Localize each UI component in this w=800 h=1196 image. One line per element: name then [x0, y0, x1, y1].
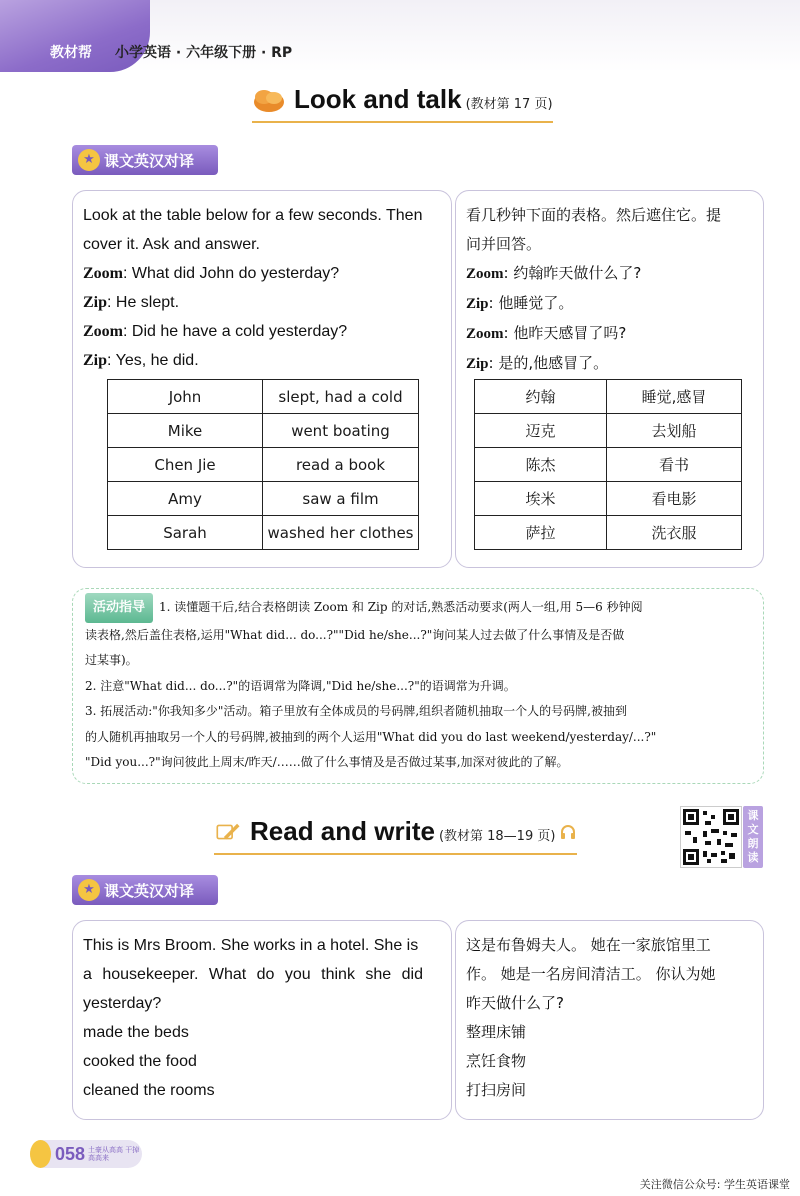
page-number-badge: [30, 1140, 142, 1168]
en-line: a housekeeper. What do you think she did: [83, 966, 423, 983]
activity-guide: 活动指导 1. 读懂题干后,结合表格朗读 Zoom 和 Zip 的对话,熟悉活动要求(两人一组,用 5—6 秒钟阅 读表格,然后盖住表格,运用"What did... do...?""Did he/she...?"询问某人过去做了什么事情及是否做 过某事)。 2. 注意"What did... do...?"的语调常为降调,"Did he/she...?"的语调常为升调。 3. 拓展活动:"你我知多少"活动。箱子里放有全体成员的号码牌,组织者随机抽取一个人的号码牌,被抽到 的人随机再抽取另一个人的号码牌,被抽到的两个人运用"What did you do last weekend/yesterday/...?" "Did you...?"询问彼此上周末/昨天/……做了什么事情及是否做过某事,加深对彼此的了解。: [72, 588, 764, 784]
zh-line: 看几秒钟下面的表格。然后遮住它。提: [466, 206, 722, 224]
star-icon: [30, 1140, 51, 1168]
star-icon: ★: [78, 879, 100, 901]
dialog-line: Zoom: Did he have a cold yesterday?: [83, 323, 348, 340]
guide-line: 读表格,然后盖住表格,运用"What did... do...?""Did he/she...?"询问某人过去做了什么事情及是否做: [85, 627, 625, 642]
zh-line: 这是布鲁姆夫人。 她在一家旅馆里工: [466, 936, 711, 954]
table-row: Sarah washed her clothes: [108, 516, 419, 550]
chinese-panel: [455, 190, 764, 568]
pencil-note-icon: [214, 818, 242, 846]
book-title: 小学英语 · 六年级下册 · RP: [115, 45, 293, 61]
dialog-line: Zoom: 他昨天感冒了吗?: [466, 324, 627, 342]
table-row: 陈杰 看书: [475, 448, 742, 482]
english-panel: [72, 190, 452, 568]
section-title-look-and-talk: [252, 84, 553, 123]
section-ref: (教材第 18—19 页): [438, 829, 556, 844]
activity-table-zh: [474, 379, 742, 550]
dialog-line: Zip: 他睡觉了。: [466, 294, 574, 312]
guide-tag: 活动指导: [85, 593, 153, 623]
zh-line: 打扫房间: [466, 1081, 527, 1099]
star-icon: ★: [78, 149, 100, 171]
en-line: yesterday?: [83, 995, 162, 1012]
section-ref: (教材第 17 页): [465, 97, 553, 112]
table-row: Amy saw a film: [108, 482, 419, 516]
guide-line: 过某事)。: [85, 653, 138, 667]
qr-side-label: 课文朗读: [743, 806, 763, 868]
en-line: made the beds: [83, 1024, 189, 1041]
zh-line: 整理床铺: [466, 1023, 527, 1041]
zh-line: 作。 她是一名房间清洁工。 你认为她: [466, 965, 716, 983]
table-row: Chen Jie read a book: [108, 448, 419, 482]
section-title-read-and-write: [214, 816, 577, 855]
en-line: cover it. Ask and answer.: [83, 236, 260, 253]
table-row: 迈克 去划船: [475, 414, 742, 448]
dialog-line: Zip: Yes, he did.: [83, 352, 199, 369]
translation-tag: ★ 课文英汉对译: [72, 875, 218, 905]
footer-note: 关注微信公众号: 学生英语课堂: [639, 1178, 790, 1191]
guide-line: "Did you...?"询问彼此上周末/昨天/……做了什么事情及是否做过某事,加深对彼此的了解。: [85, 755, 569, 769]
english-panel: [72, 920, 452, 1120]
qr-code[interactable]: [680, 806, 742, 868]
zh-line: 烹饪食物: [466, 1052, 527, 1070]
headphones-icon: [559, 823, 577, 841]
chinese-panel: [455, 920, 764, 1120]
table-row: Mike went boating: [108, 414, 419, 448]
bread-icon: [252, 86, 286, 114]
table-row: 萨拉 洗衣服: [475, 516, 742, 550]
brand-label: 教材帮: [50, 45, 92, 61]
dialog-line: Zoom: What did John do yesterday?: [83, 265, 340, 282]
en-line: This is Mrs Broom. She works in a hotel. She is: [83, 937, 419, 954]
en-line: cleaned the rooms: [83, 1082, 215, 1099]
page-number: 058: [54, 1143, 85, 1164]
dialog-line: Zoom: 约翰昨天做什么了?: [466, 264, 642, 282]
page-badge-text: 土豪从高高 干掉高高来: [87, 1146, 140, 1162]
en-line: Look at the table below for a few seconds. Then: [83, 207, 423, 224]
guide-line: 2. 注意"What did... do...?"的语调常为降调,"Did he/she...?"的语调常为升调。: [85, 678, 516, 693]
table-row: John slept, had a cold: [108, 380, 419, 414]
guide-line: 3. 拓展活动:"你我知多少"活动。箱子里放有全体成员的号码牌,组织者随机抽取一个人的号码牌,被抽到: [85, 704, 627, 718]
zh-line: 问并回答。: [466, 235, 542, 253]
zh-line: 昨天做什么了?: [466, 994, 564, 1012]
qr-code-icon: [681, 807, 741, 867]
guide-line: 的人随机再抽取另一个人的号码牌,被抽到的两个人运用"What did you do last weekend/yesterday/...?": [85, 729, 657, 744]
en-line: cooked the food: [83, 1053, 197, 1070]
table-row: 约翰 睡觉,感冒: [475, 380, 742, 414]
section-heading: Read and write: [250, 816, 435, 846]
dialog-line: Zip: 是的,他感冒了。: [466, 354, 609, 372]
activity-table-en: [107, 379, 419, 550]
table-row: 埃米 看电影: [475, 482, 742, 516]
section-heading: Look and talk: [294, 84, 462, 114]
translation-tag: ★ 课文英汉对译: [72, 145, 218, 175]
dialog-line: Zip: He slept.: [83, 294, 180, 311]
